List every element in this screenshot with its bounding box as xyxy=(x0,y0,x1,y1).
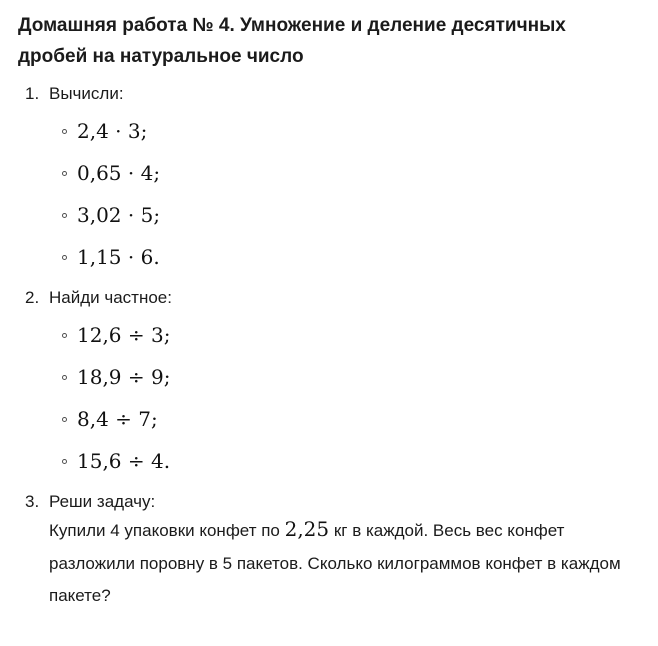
problem-text-before: Купили 4 упаковки конфет по xyxy=(49,521,285,540)
list-item xyxy=(62,203,638,227)
problem-text-after: кг в каждой. Весь вес конфет разложили поровну в 5 пакетов. Сколько килограммов конфет в каждом пакете? xyxy=(49,521,621,605)
circle-bullet-icon xyxy=(62,375,67,380)
section-number: 3. xyxy=(25,492,40,511)
expression-list xyxy=(25,119,638,269)
circle-bullet-icon xyxy=(62,213,67,218)
section-number: 2. xyxy=(25,288,40,307)
problem-text xyxy=(49,515,638,613)
circle-bullet-icon xyxy=(62,129,67,134)
math-expression: 8,4 ÷ 7; xyxy=(77,407,158,431)
math-value: 2,25 xyxy=(284,517,330,541)
task-section-2 xyxy=(18,287,638,473)
math-expression: 1,15 · 6. xyxy=(77,245,160,269)
list-item xyxy=(62,119,638,143)
list-item xyxy=(62,407,638,431)
list-item xyxy=(62,365,638,389)
math-expression: 0,65 · 4; xyxy=(77,161,161,185)
section-header xyxy=(25,287,638,308)
expression-list xyxy=(25,323,638,473)
circle-bullet-icon xyxy=(62,417,67,422)
math-expression: 3,02 · 5; xyxy=(77,203,161,227)
math-expression: 15,6 ÷ 4. xyxy=(77,449,171,473)
section-label: Вычисли: xyxy=(49,84,124,103)
task-section-1 xyxy=(18,83,638,269)
list-item xyxy=(62,245,638,269)
circle-bullet-icon xyxy=(62,333,67,338)
section-header xyxy=(25,83,638,104)
list-item xyxy=(62,323,638,347)
task-section-3 xyxy=(18,491,638,613)
math-expression: 2,4 · 3; xyxy=(77,119,148,143)
section-label: Реши задачу: xyxy=(49,492,156,511)
section-header xyxy=(25,491,638,512)
math-expression: 18,9 ÷ 9; xyxy=(77,365,171,389)
circle-bullet-icon xyxy=(62,171,67,176)
task-list xyxy=(18,83,638,613)
circle-bullet-icon xyxy=(62,459,67,464)
circle-bullet-icon xyxy=(62,255,67,260)
section-number: 1. xyxy=(25,84,40,103)
list-item xyxy=(62,161,638,185)
page-title: Домашняя работа № 4. Умножение и деление десятичных дробей на натуральное число xyxy=(18,15,566,67)
section-label: Найди частное: xyxy=(49,288,172,307)
list-item xyxy=(62,449,638,473)
math-expression: 12,6 ÷ 3; xyxy=(77,323,171,347)
